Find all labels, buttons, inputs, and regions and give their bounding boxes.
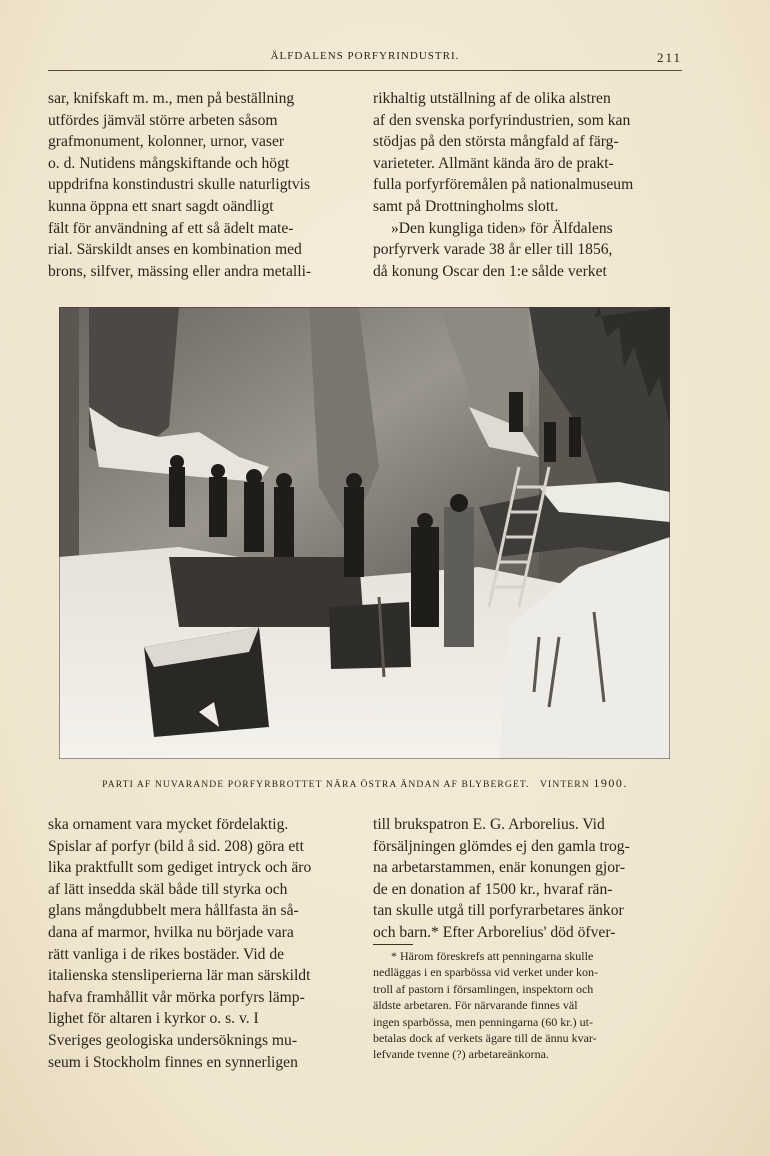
caption-season: VINTERN	[540, 779, 590, 790]
text-line: dana af marmor, hvilka nu började vara	[48, 923, 294, 941]
text-line: grafmonument, kolonner, urnor, vaser	[48, 133, 285, 151]
text-column-bottom-left	[48, 814, 350, 1073]
footnote-line: äldste arbetaren. För närvarande finnes väl	[373, 998, 578, 1013]
text-line: italienska stensliperierna lär man särskildt	[48, 967, 311, 985]
text-line: fält för användning af ett så ädelt mate-	[48, 219, 294, 237]
text-line: af den svenska porfyrindustrien, som kan	[373, 111, 631, 129]
text-column-top-right	[373, 88, 682, 282]
running-head	[48, 50, 682, 68]
footnote-line: troll af pastorn i församlingen, inspektorn och	[373, 981, 594, 996]
text-line: sar, knifskaft m. m., men på beställning	[48, 90, 295, 107]
text-line: de en donation af 1500 kr., hvaraf rän-	[373, 880, 613, 898]
text-line: lighet för altaren i kyrkor o. s. v. I	[48, 1010, 259, 1028]
footnote-line: lefvande tvenne (?) arbetareänkorna.	[373, 1047, 549, 1062]
footnote-line: betalas dock af verkets ägare till de ännu kvar-	[373, 1031, 597, 1046]
text-column-bottom-right	[373, 814, 680, 944]
footnote	[373, 948, 680, 1063]
text-line: hafva framhållit vår mörka porfyrs lämp-	[48, 988, 305, 1006]
text-line: rial. Särskildt anses en kombination med	[48, 241, 302, 259]
page-number: 211	[656, 50, 682, 65]
text-line: Sveriges geologiska undersöknings mu-	[48, 1031, 298, 1049]
text-line: lika praktfullt som gediget intryck och äro	[48, 859, 312, 877]
text-column-top-left	[48, 88, 354, 282]
text-line: då konung Oscar den 1:e sålde verket	[373, 262, 607, 280]
text-line: »Den kungliga tiden» för Älfdalens	[391, 219, 613, 237]
text-line: rätt vanliga i de rikes bostäder. Vid de	[48, 945, 285, 963]
text-line: Spislar af porfyr (bild å sid. 208) göra ett	[48, 837, 304, 855]
caption-main: PARTI AF NUVARANDE PORFYRBROTTET NÄRA ÖSTRA ÄNDAN AF BLYBERGET.	[102, 779, 530, 790]
text-line: tan skulle utgå till porfyrarbetares änkor	[373, 902, 624, 920]
footnote-line: ingen sparbössa, men penningarna (60 kr.) ut-	[373, 1014, 593, 1029]
text-line: porfyrverk varade 38 år eller till 1856,	[373, 241, 613, 259]
text-line: till brukspatron E. G. Arborelius. Vid	[373, 816, 605, 833]
text-line: brons, silfver, mässing eller andra metalli-	[48, 262, 312, 280]
text-line: stödjas på den största mångfald af färg-	[373, 133, 619, 151]
text-line: o. d. Nutidens mångskiftande och högt	[48, 154, 290, 172]
text-line: varieteter. Allmänt kända äro de prakt-	[373, 154, 614, 172]
footnote-rule	[373, 944, 413, 945]
text-line: ska ornament vara mycket fördelaktig.	[48, 816, 289, 833]
text-line: rikhaltig utställning af de olika alstren	[373, 90, 611, 107]
text-line: kunna öppna ett snart sagdt oändligt	[48, 197, 274, 215]
text-line: na arbetarstammen, enär konungen gjor-	[373, 859, 626, 877]
text-line: fulla porfyrföremålen på nationalmuseum	[373, 176, 634, 194]
footnote-line: nedläggas i en sparbössa vid verket under kon-	[373, 965, 598, 980]
text-line: af lätt insedda skäl både till styrka och	[48, 880, 288, 898]
text-line: utfördes jämväl större arbeten såsom	[48, 111, 278, 129]
text-line: seum i Stockholm finnes en synnerligen	[48, 1053, 298, 1071]
footnote-line: * Härom föreskrefs att penningarna skulle	[391, 949, 594, 963]
running-title: ÄLFDALENS PORFYRINDUSTRI.	[270, 50, 460, 62]
text-line: samt på Drottningholms slott.	[373, 197, 559, 215]
caption-year: 1900.	[593, 776, 628, 790]
text-line: uppdrifna konstindustri skulle naturligtvis	[48, 176, 311, 194]
header-rule	[48, 70, 682, 71]
text-line: glans mångdubbelt mera hållfasta än så-	[48, 902, 299, 920]
text-line: försäljningen glömdes ej den gamla trog-	[373, 837, 630, 855]
figure-caption	[48, 776, 682, 792]
quarry-photograph	[59, 307, 670, 759]
text-line: och barn.* Efter Arborelius' död öfver-	[373, 923, 616, 941]
